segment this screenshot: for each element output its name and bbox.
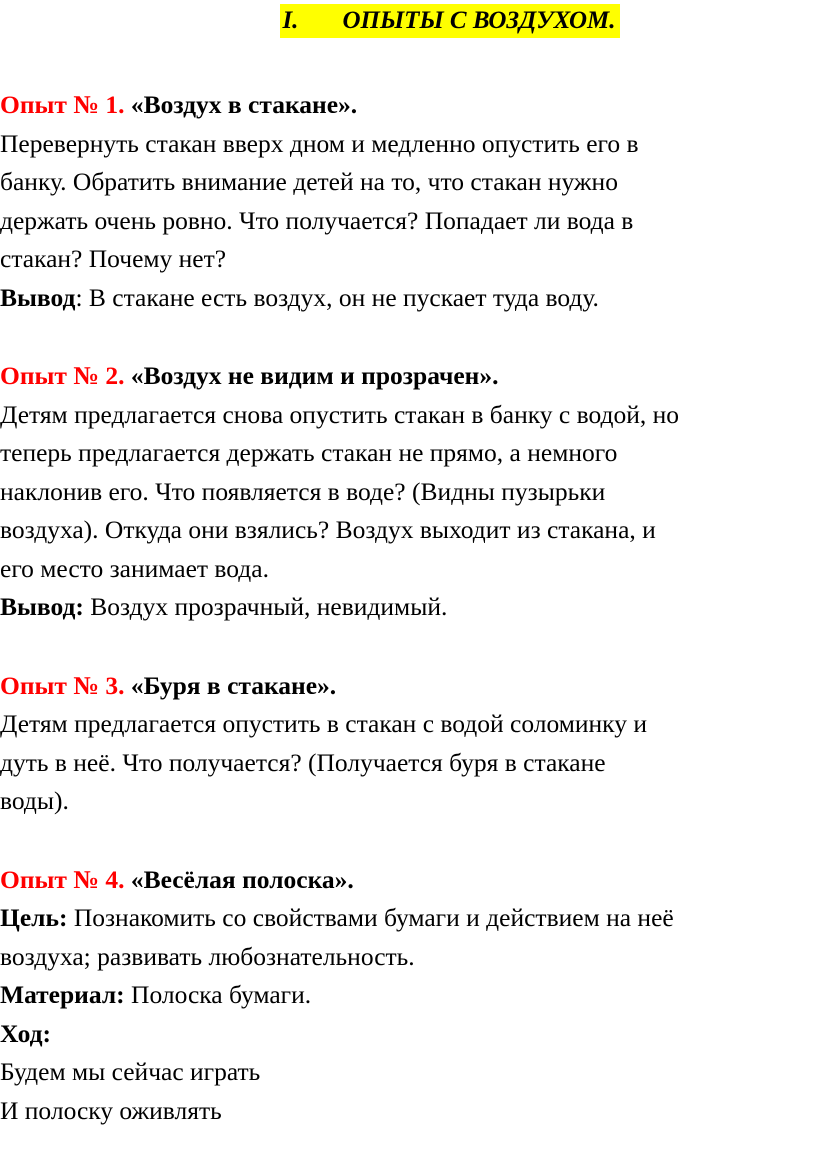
experiment-2-line: теперь предлагается держать стакан не прямо, а немного — [0, 438, 618, 467]
experiment-4-label: Опыт № 4. — [0, 864, 125, 894]
conclusion-label: Вывод: — [0, 592, 84, 621]
experiment-2-name: «Воздух не видим и прозрачен». — [130, 361, 499, 390]
experiment-4-material — [0, 976, 816, 1015]
experiment-4-goal-continued: воздуха; развивать любознательность. — [0, 941, 415, 971]
material-label: Материал: — [0, 980, 125, 1009]
experiment-1-line: стакан? Почему нет? — [0, 244, 227, 273]
experiment-3-line: воды). — [0, 786, 69, 815]
material-text: Полоска бумаги. — [124, 980, 312, 1009]
goal-label: Цель: — [0, 903, 68, 932]
experiment-4-goal — [0, 899, 816, 938]
experiment-1-line: банку. Обратить внимание детей на то, что стакан нужно — [0, 167, 618, 196]
experiment-2-line: наклонив его. Что появляется в воде? (Видны пузырьки — [0, 476, 606, 506]
experiment-3-label: Опыт № 3. — [0, 670, 125, 700]
experiment-2-heading — [0, 357, 816, 396]
experiment-4-heading — [0, 861, 816, 900]
experiment-2-line: его место занимает вода. — [0, 553, 269, 583]
experiment-2-label: Опыт № 2. — [0, 361, 125, 390]
section-title-highlight — [280, 4, 619, 38]
experiment-1-label: Опыт № 1. — [0, 90, 125, 119]
experiment-4-course-label: Ход: — [0, 1018, 52, 1048]
section-title — [0, 4, 816, 38]
experiment-3-heading — [0, 667, 816, 706]
conclusion-text: Воздух прозрачный, невидимый. — [83, 592, 448, 621]
experiment-1-conclusion — [0, 279, 816, 318]
experiment-1-line: держать очень ровно. Что получается? Попадает ли вода в — [0, 205, 634, 235]
experiment-3-line: Детям предлагается опустить в стакан с водой соломинку и — [0, 709, 647, 738]
verse-line: Будем мы сейчас играть — [0, 1057, 261, 1086]
experiment-3-name: «Буря в стакане». — [130, 670, 337, 700]
experiment-2-line: Детям предлагается снова опустить стакан в банку с водой, но — [0, 399, 679, 429]
document-body — [0, 86, 816, 1130]
goal-text: Познакомить со свойствами бумаги и действием на неё — [67, 903, 674, 932]
experiment-1-name: «Воздух в стакане». — [130, 90, 358, 119]
paragraph-gap — [0, 821, 816, 861]
experiment-4-name: «Весёлая полоска». — [130, 864, 354, 894]
paragraph-gap — [0, 317, 816, 357]
experiment-1-heading — [0, 86, 816, 125]
paragraph-gap — [0, 627, 816, 667]
verse-line: И полоску оживлять — [0, 1095, 222, 1125]
experiment-3-line: дуть в неё. Что получается? (Получается буря в стакане — [0, 747, 606, 777]
section-title-text: ОПЫТЫ С ВОЗДУХОМ. — [342, 7, 616, 34]
conclusion-label: Вывод — [0, 282, 76, 312]
conclusion-text: : В стакане есть воздух, он не пускает туда воду. — [75, 282, 599, 312]
experiment-2-conclusion — [0, 588, 816, 627]
section-number: I. — [282, 7, 299, 34]
experiment-2-line: воздуха). Откуда они взялись? Воздух выходит из стакана, и — [0, 515, 656, 544]
experiment-1-line: Перевернуть стакан вверх дном и медленно опустить его в — [0, 128, 639, 158]
